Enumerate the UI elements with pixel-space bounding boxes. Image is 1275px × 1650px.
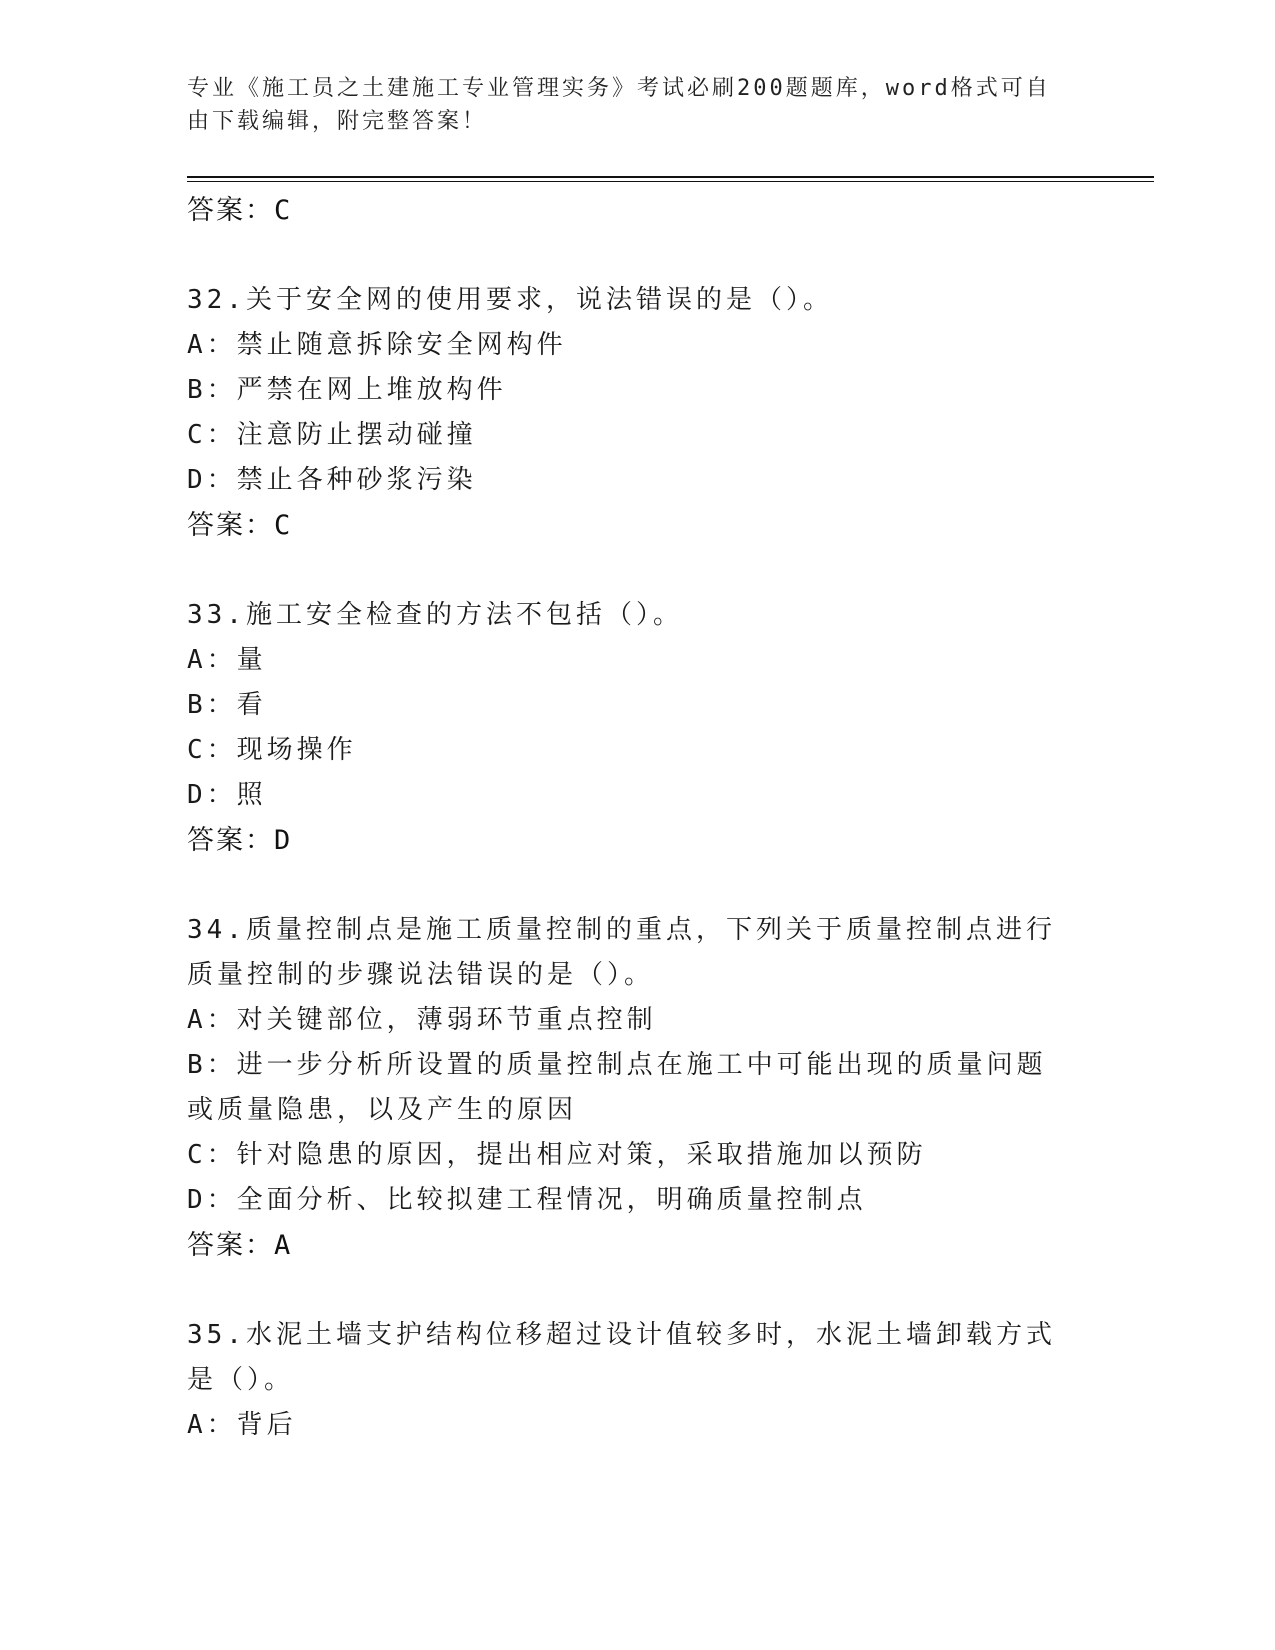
option-b: B：严禁在网上堆放构件 xyxy=(187,375,507,405)
option-c: C：现场操作 xyxy=(187,735,357,765)
spacer xyxy=(187,1269,1067,1313)
question-stem-33: 33.施工安全检查的方法不包括（）。 xyxy=(187,600,683,630)
option-b: B：看 xyxy=(187,690,267,720)
question-stem-35: 35.水泥土墙支护结构位移超过设计值较多时，水泥土墙卸载方式是（）。 xyxy=(187,1320,1056,1395)
question-stem-34: 34.质量控制点是施工质量控制的重点，下列关于质量控制点进行质量控制的步骤说法错误的是（）。 xyxy=(187,915,1056,990)
spacer xyxy=(187,864,1067,908)
question-stem-32: 32.关于安全网的使用要求，说法错误的是（）。 xyxy=(187,285,833,315)
answer-line xyxy=(187,818,1067,864)
header-rule-thick xyxy=(187,176,1154,178)
answer-label: 答案： xyxy=(187,510,274,541)
option-a: A：对关键部位，薄弱环节重点控制 xyxy=(187,1005,657,1035)
answer-value: D xyxy=(274,825,293,856)
document-header: 专业《施工员之土建施工专业管理实务》考试必刷200题题库，word格式可自由下载编辑，附完整答案！ xyxy=(187,76,1051,134)
answer-label: 答案： xyxy=(187,825,274,856)
option-b: B：进一步分析所设置的质量控制点在施工中可能出现的质量问题或质量隐患，以及产生的原因 xyxy=(187,1050,1047,1125)
option-a: A：禁止随意拆除安全网构件 xyxy=(187,330,567,360)
spacer xyxy=(187,234,1067,278)
option-c: C：针对隐患的原因，提出相应对策，采取措施加以预防 xyxy=(187,1140,927,1170)
answer-label: 答案： xyxy=(187,1230,274,1261)
option-d: D：禁止各种砂浆污染 xyxy=(187,465,477,495)
option-a: A：背后 xyxy=(187,1410,297,1440)
answer-value: C xyxy=(274,195,293,226)
option-a: A：量 xyxy=(187,645,267,675)
question-content xyxy=(187,188,1067,1448)
header-rule-thin xyxy=(187,181,1154,182)
answer-label: 答案： xyxy=(187,195,274,226)
option-c: C：注意防止摆动碰撞 xyxy=(187,420,477,450)
spacer xyxy=(187,549,1067,593)
option-d: D：全面分析、比较拟建工程情况，明确质量控制点 xyxy=(187,1185,867,1215)
answer-line xyxy=(187,1223,1067,1269)
answer-line xyxy=(187,188,1067,234)
answer-value: C xyxy=(274,510,293,541)
answer-line xyxy=(187,503,1067,549)
option-d: D：照 xyxy=(187,780,267,810)
answer-value: A xyxy=(274,1230,293,1261)
